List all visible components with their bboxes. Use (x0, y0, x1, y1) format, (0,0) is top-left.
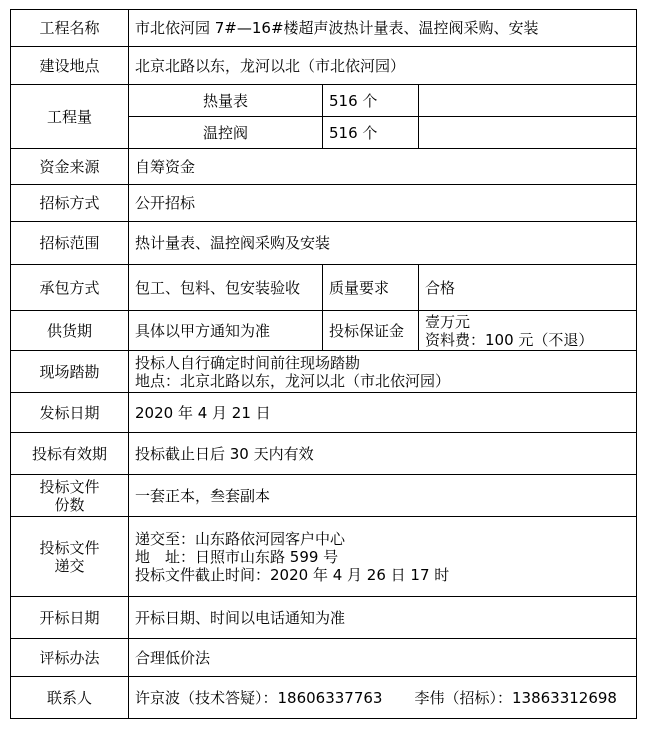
material-fee: 资料费：100 元（不退） (425, 330, 594, 349)
contact-value (129, 677, 637, 719)
copies-label: 投标文件 份数 (11, 475, 129, 517)
quantity-label: 工程量 (11, 85, 129, 149)
quantity-item-count: 516 个 (323, 117, 419, 149)
row-site-visit (11, 351, 637, 393)
row-submission (11, 517, 637, 597)
issue-date-value: 2020 年 4 月 21 日 (129, 393, 637, 433)
quality-label: 质量要求 (323, 265, 419, 311)
opening-value: 开标日期、时间以电话通知为准 (129, 597, 637, 639)
row-funding (11, 149, 637, 185)
row-evaluation (11, 639, 637, 677)
submission-line: 地 址：日照市山东路 599 号 (135, 547, 339, 566)
row-copies (11, 475, 637, 517)
contact-person: 李伟（招标）：13863312698 (414, 688, 617, 707)
row-opening (11, 597, 637, 639)
site-visit-line: 地点：北京北路以东，龙河以北（市北依河园） (135, 371, 451, 390)
project-name-label: 工程名称 (11, 10, 129, 47)
funding-value: 自筹资金 (129, 149, 637, 185)
row-quantity-heat-meter (11, 85, 637, 117)
site-visit-label: 现场踏勘 (11, 351, 129, 393)
copies-value: 一套正本，叁套副本 (129, 475, 637, 517)
submission-line: 投标文件截止时间：2020 年 4 月 26 日 17 时 (135, 565, 450, 584)
contract-value: 包工、包料、包安装验收 (129, 265, 323, 311)
submission-label: 投标文件 递交 (11, 517, 129, 597)
bidding-method-value: 公开招标 (129, 185, 637, 222)
bidding-method-label: 招标方式 (11, 185, 129, 222)
issue-date-label: 发标日期 (11, 393, 129, 433)
deposit-amount: 壹万元 (425, 312, 471, 331)
supply-value: 具体以甲方通知为准 (129, 311, 323, 351)
contact-label: 联系人 (11, 677, 129, 719)
site-visit-value (129, 351, 637, 393)
evaluation-label: 评标办法 (11, 639, 129, 677)
supply-label: 供货期 (11, 311, 129, 351)
location-label: 建设地点 (11, 47, 129, 85)
row-location (11, 47, 637, 85)
site-visit-line: 投标人自行确定时间前往现场踏勘 (135, 353, 361, 372)
quantity-item-name: 热量表 (129, 85, 323, 117)
tender-info-table (10, 9, 637, 719)
deposit-label: 投标保证金 (323, 311, 419, 351)
deposit-value (419, 311, 637, 351)
row-issue-date (11, 393, 637, 433)
quantity-item-count: 516 个 (323, 85, 419, 117)
submission-line: 递交至：山东路依河园客户中心 (135, 529, 346, 548)
quality-value: 合格 (419, 265, 637, 311)
quantity-empty-cell (419, 117, 637, 149)
project-name-value: 市北依河园 7#—16#楼超声波热计量表、温控阀采购、安装 (129, 10, 637, 47)
validity-value: 投标截止日后 30 天内有效 (129, 433, 637, 475)
evaluation-value: 合理低价法 (129, 639, 637, 677)
row-validity (11, 433, 637, 475)
row-project-name (11, 10, 637, 47)
quantity-item-name: 温控阀 (129, 117, 323, 149)
validity-label: 投标有效期 (11, 433, 129, 475)
opening-label: 开标日期 (11, 597, 129, 639)
bidding-scope-value: 热计量表、温控阀采购及安装 (129, 222, 637, 265)
quantity-empty-cell (419, 85, 637, 117)
funding-label: 资金来源 (11, 149, 129, 185)
row-supply (11, 311, 637, 351)
submission-value (129, 517, 637, 597)
location-value: 北京北路以东，龙河以北（市北依河园） (129, 47, 637, 85)
row-bidding-scope (11, 222, 637, 265)
contact-person: 许京波（技术答疑）：18606337763 (135, 688, 383, 707)
row-contract (11, 265, 637, 311)
row-bidding-method (11, 185, 637, 222)
contract-label: 承包方式 (11, 265, 129, 311)
row-contact (11, 677, 637, 719)
bidding-scope-label: 招标范围 (11, 222, 129, 265)
